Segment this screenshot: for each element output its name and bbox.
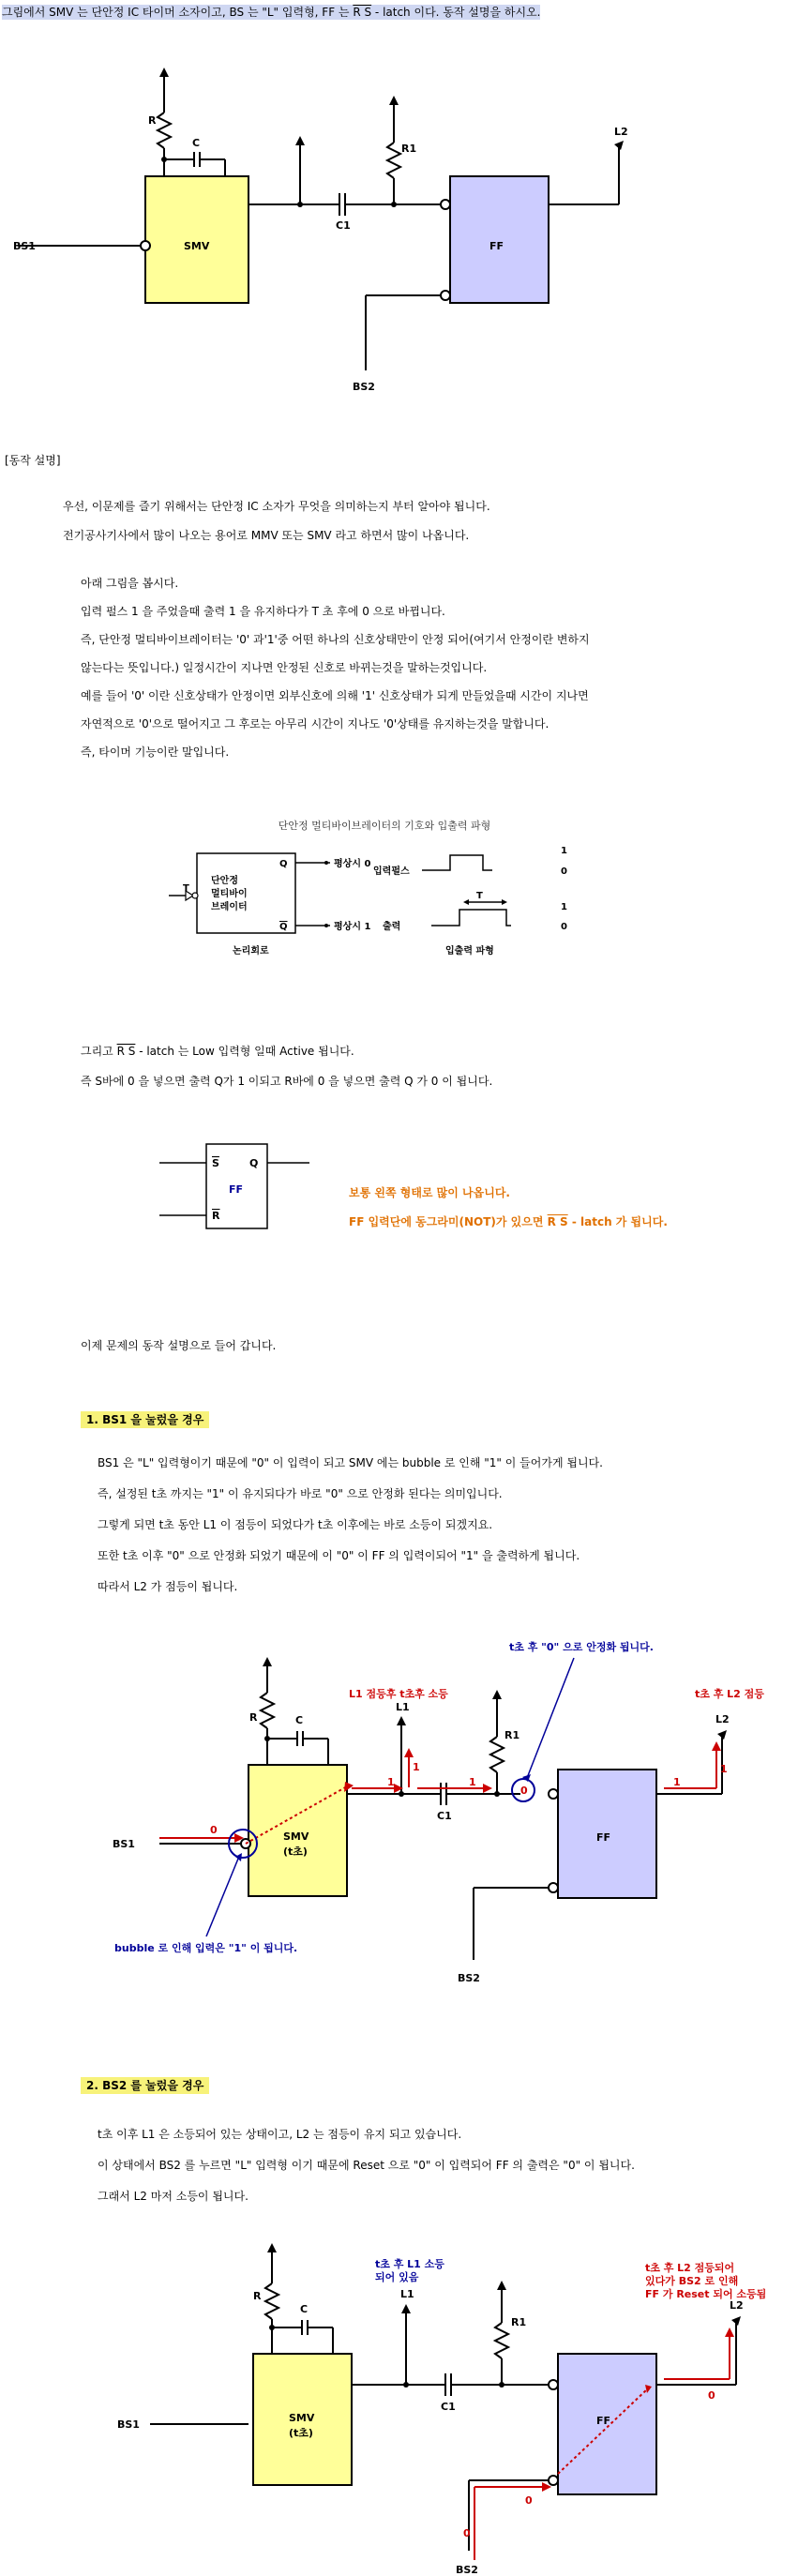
c1-label-l2: L2 xyxy=(715,1713,730,1725)
intro-line-1: 우선, 이문제를 즐기 위해서는 단안정 IC 소자가 무엇을 의미하는지 부터 알아야 됩니다. xyxy=(63,500,490,513)
para-line-7: 즉, 타이머 기능이란 말입니다. xyxy=(81,746,230,759)
section-heading: [동작 설명] xyxy=(5,454,61,467)
c1-label-smv-t: (t초) xyxy=(283,1845,308,1858)
label-c1: C1 xyxy=(336,219,351,232)
c2-label-l1: L1 xyxy=(400,2288,414,2300)
c2-annot-l1-2: 되어 있음 xyxy=(375,2271,419,2283)
c2-annot-l1-1: t초 후 L1 소등 xyxy=(375,2258,444,2270)
c2-label-smv-t: (t초) xyxy=(289,2427,313,2439)
mv-output-label: 출력 xyxy=(383,922,401,932)
case1-line-4: 또한 t초 이후 "0" 으로 안정화 되었기 때문에 이 "0" 이 FF 의 입력이되어 "1" 을 출력하게 됩니다. xyxy=(98,1549,580,1562)
label-bs2: BS2 xyxy=(353,381,375,393)
label-ff: FF xyxy=(489,240,504,252)
c1-label-bs2: BS2 xyxy=(458,1972,480,1984)
ff-s-bar: S xyxy=(212,1157,219,1169)
mv-qbar-label: Q xyxy=(279,922,288,932)
label-c: C xyxy=(192,137,201,149)
c1-label-ff: FF xyxy=(596,1831,611,1844)
mv-in-zero: 0 xyxy=(561,866,567,877)
para-line-6: 자연적으로 '0'으로 떨어지고 그 후로는 아무리 시간이 지나도 '0'상태를 유지하는것을 말합니다. xyxy=(81,717,550,731)
label-r1: R1 xyxy=(401,143,417,155)
intro-line-2: 전기공사기사에서 많이 나오는 용어로 MMV 또는 SMV 라고 하면서 많이 나옵니다. xyxy=(63,529,470,542)
mv-out-zero: 0 xyxy=(561,922,567,932)
c2-val-reset: 0 xyxy=(525,2494,533,2507)
c2-label-c1: C1 xyxy=(441,2401,456,2413)
case1-line-2: 즉, 설정된 t초 까지는 "1" 이 유지되다가 바로 "0" 으로 안정화 된다는 의미입니다. xyxy=(98,1487,503,1500)
circuit-diagram-main xyxy=(0,56,656,413)
mv-left-caption: 논리회로 xyxy=(233,946,269,957)
mv-block-line1: 단안정 xyxy=(211,876,238,886)
case1-line-3: 그렇게 되면 t초 동안 L1 이 점등이 되었다가 t초 이후에는 바로 소등이 되겠지요. xyxy=(98,1518,493,1531)
case2-line-2: 이 상태에서 BS2 를 누르면 "L" 입력형 이기 때문에 Reset 으로 "0" 이 입력되어 FF 의 출력은 "0" 이 됩니다. xyxy=(98,2159,635,2172)
c1-label-r: R xyxy=(249,1711,258,1724)
ff-symbol xyxy=(150,1137,319,1240)
c2-val-bs2: 0 xyxy=(463,2527,471,2539)
circuit-diagram-case2 xyxy=(0,2232,798,2576)
case2-heading: 2. BS2 를 눌렀을 경우 xyxy=(81,2077,209,2094)
c2-label-smv: SMV xyxy=(289,2412,315,2424)
mv-out-one: 1 xyxy=(561,902,567,912)
mv-input-label: 입력펄스 xyxy=(373,866,410,877)
ff-note-1: 보통 왼쪽 형태로 많이 나옵니다. xyxy=(349,1186,510,1199)
case1-line-1: BS1 은 "L" 입력형이기 때문에 "0" 이 입력이 되고 SMV 에는 bubble 로 인해 "1" 이 들어가게 됩니다. xyxy=(98,1456,603,1469)
c2-label-r: R xyxy=(253,2290,262,2302)
para-line-1: 아래 그림을 봅시다. xyxy=(81,577,179,590)
c1-label-r1: R1 xyxy=(504,1729,520,1741)
mv-title: 단안정 멀티바이브레이터의 기호와 입출력 파형 xyxy=(278,820,491,832)
c1-val-smv-out: 1 xyxy=(387,1776,395,1788)
label-bs1: BS1 xyxy=(13,240,36,252)
rs-line-1: 그리고 R S - latch 는 Low 입력형 일때 Active 됩니다. xyxy=(81,1045,354,1058)
circuit-diagram-case1 xyxy=(0,1622,798,2016)
c2-label-bs1: BS1 xyxy=(117,2418,140,2431)
ff-q: Q xyxy=(249,1157,259,1169)
c1-val-c1: 1 xyxy=(469,1776,476,1788)
mv-block-line3: 브레이터 xyxy=(211,902,248,912)
rs-line-2: 즉 S바에 0 을 넣으면 출력 Q가 1 이되고 R바에 0 을 넣으면 출력 Q 가 0 이 됩니다. xyxy=(81,1075,493,1088)
mv-qbar-state: 평상시 1 xyxy=(334,922,371,932)
c1-annot-l2: t초 후 L2 점등 xyxy=(695,1688,764,1700)
c1-annot-stable: t초 후 "0" 으로 안정화 됩니다. xyxy=(509,1641,654,1653)
case1-heading: 1. BS1 을 눌렀을 경우 xyxy=(81,1411,209,1428)
multivibrator-diagram xyxy=(169,816,600,966)
c1-val-l2: 1 xyxy=(720,1763,728,1775)
c2-annot-l2-1: t초 후 L2 점등되어 xyxy=(645,2262,735,2274)
ff-label: FF xyxy=(229,1183,244,1196)
c2-val-ff-out: 0 xyxy=(708,2389,715,2402)
mv-in-one: 1 xyxy=(561,846,567,856)
case2-line-3: 그래서 L2 마저 소등이 됩니다. xyxy=(98,2190,248,2203)
label-smv: SMV xyxy=(184,240,210,252)
mv-right-caption: 입출력 파형 xyxy=(445,946,494,957)
case1-line-5: 따라서 L2 가 점등이 됩니다. xyxy=(98,1580,238,1593)
mv-q-state: 평상시 0 xyxy=(334,859,371,869)
label-l2: L2 xyxy=(614,126,628,138)
c1-val-ff-in: 0 xyxy=(520,1785,528,1797)
mv-q-label: Q xyxy=(279,859,288,869)
c1-val-l1: 1 xyxy=(413,1761,420,1773)
mv-t-label: T xyxy=(183,883,189,894)
c2-label-c: C xyxy=(300,2303,309,2315)
c1-label-c: C xyxy=(295,1714,304,1726)
case2-line-1: t초 이후 L1 은 소등되어 있는 상태이고, L2 는 점등이 유지 되고 있습니다. xyxy=(98,2128,462,2141)
ff-note-2: FF 입력단에 동그라미(NOT)가 있으면 R S - latch 가 됩니다. xyxy=(349,1215,668,1228)
c2-annot-l2-3: FF 가 Reset 되어 소등됨 xyxy=(645,2288,767,2300)
c1-label-smv: SMV xyxy=(283,1830,309,1843)
para-line-5: 예를 들어 '0' 이란 신호상태가 안정이면 외부신호에 의해 '1' 신호상태가 되게 만들었을때 시간이 지나면 xyxy=(81,689,589,702)
c1-annot-bubble: bubble 로 인해 입력은 "1" 이 됩니다. xyxy=(114,1942,298,1954)
enter-line: 이제 문제의 동작 설명으로 들어 갑니다. xyxy=(81,1339,277,1352)
c1-val-bs1: 0 xyxy=(210,1824,218,1836)
c1-label-l1: L1 xyxy=(396,1701,410,1713)
para-line-4: 않는다는 뜻입니다.) 일정시간이 지나면 안정된 신호로 바뀌는것을 말하는것입니다. xyxy=(81,661,488,674)
para-line-2: 입력 펄스 1 을 주었을때 출력 1 을 유지하다가 T 초 후에 0 으로 바뀝니다. xyxy=(81,605,445,618)
mv-block-line2: 멀티바이 xyxy=(211,889,248,899)
c2-label-l2: L2 xyxy=(730,2299,744,2312)
para-line-3: 즉, 단안정 멀티바이브레이터는 '0' 과'1'중 어떤 하나의 신호상태만이 안정 되어(여기서 안정이란 변하지 xyxy=(81,633,590,646)
c2-annot-l2-2: 있다가 BS2 로 인해 xyxy=(645,2275,739,2287)
c1-label-bs1: BS1 xyxy=(113,1838,135,1850)
question-title: 그림에서 SMV 는 단안정 IC 타이머 소자이고, BS 는 "L" 입력형, FF 는 R S - latch 이다. 동작 설명을 하시오. xyxy=(2,6,541,19)
c2-label-ff: FF xyxy=(596,2415,611,2427)
label-r: R xyxy=(148,114,157,127)
mv-t-width: T xyxy=(476,891,483,901)
ff-r-bar: R xyxy=(212,1210,220,1222)
c2-label-r1: R1 xyxy=(511,2316,527,2328)
c1-label-c1: C1 xyxy=(437,1810,452,1822)
c1-annot-l1: L1 점등후 t초후 소등 xyxy=(349,1688,448,1700)
c1-val-ff-out: 1 xyxy=(673,1776,681,1788)
c2-label-bs2: BS2 xyxy=(456,2564,478,2576)
